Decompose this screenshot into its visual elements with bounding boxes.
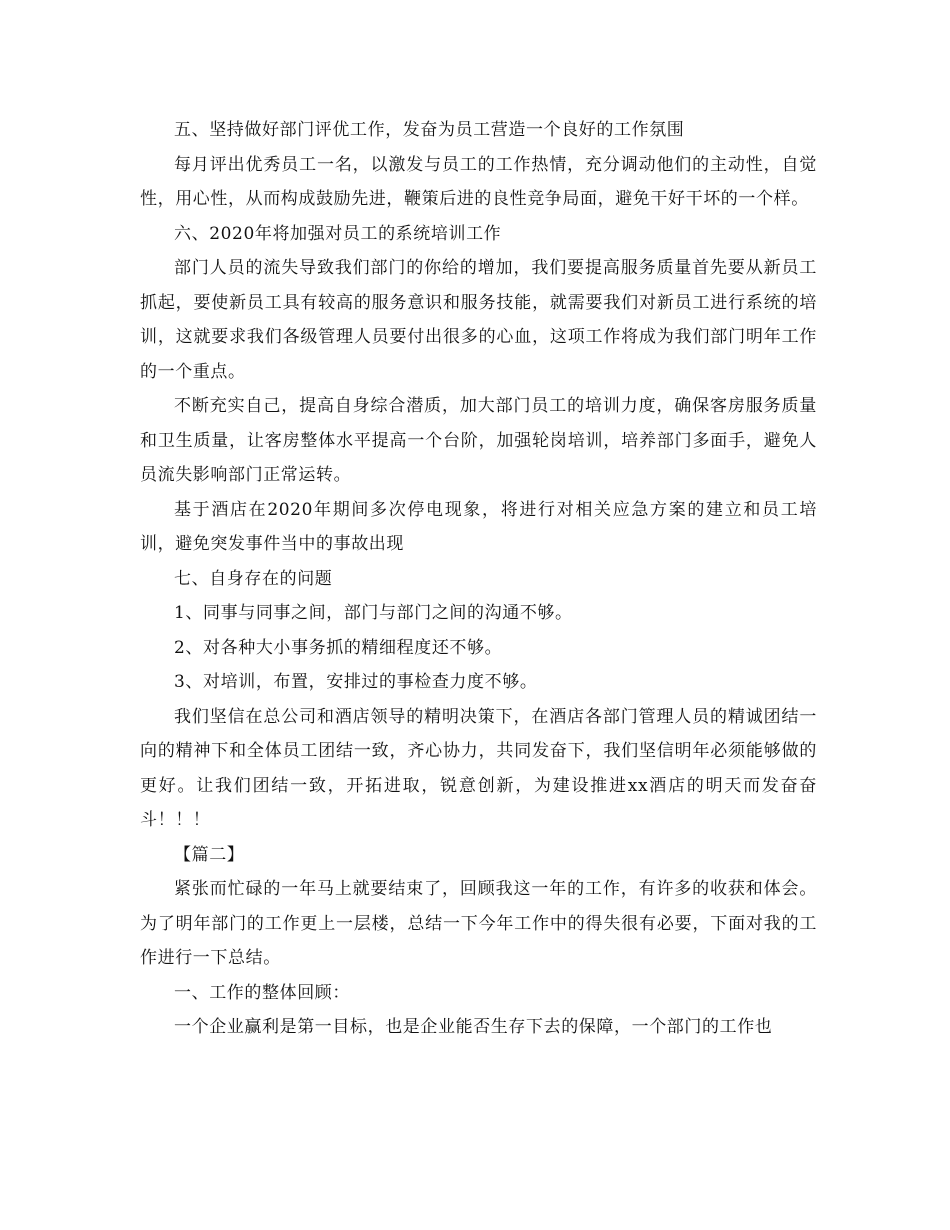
part-heading: 【篇二】 bbox=[174, 844, 245, 865]
body-paragraph: 部门人员的流失导致我们部门的你给的增加，我们要提高服务质量首先要从新员工抓起，要使新员工具有较高的服务意识和服务技能，就需要我们对新员工进行系统的培训，这就要求我们各级管理人员要付出很多的心血，这项工作将成为我们部门明年工作的一个重点。 bbox=[140, 258, 817, 382]
section-heading: 五、坚持做好部门评优工作，发奋为员工营造一个良好的工作氛围 bbox=[174, 120, 685, 140]
body-paragraph: 紧张而忙碌的一年马上就要结束了，回顾我这一年的工作，有许多的收获和体会。为了明年部门的工作更上一层楼，总结一下今年工作中的得失很有必要，下面对我的工作进行一下总结。 bbox=[140, 879, 817, 968]
body-paragraph: 不断充实自己，提高自身综合潜质，加大部门员工的培训力度，确保客房服务质量和卫生质量，让客房整体水平提高一个台阶，加强轮岗培训，培养部门多面手，避免人员流失影响部门正常运转。 bbox=[140, 396, 817, 485]
section-heading: 六、2020年将加强对员工的系统培训工作 bbox=[174, 223, 502, 244]
list-item: 2、对各种大小事务抓的精细程度还不够。 bbox=[174, 637, 503, 658]
body-paragraph: 一个企业赢利是第一目标，也是企业能否生存下去的保障，一个部门的工作也 bbox=[174, 1017, 773, 1037]
section-heading: 一、工作的整体回顾： bbox=[174, 982, 350, 1003]
body-paragraph: 每月评出优秀员工一名，以激发与员工的工作热情，充分调动他们的主动性，自觉性，用心性，从而构成鼓励先进，鞭策后进的良性竞争局面，避免干好干坏的一个样。 bbox=[140, 154, 817, 209]
section-heading: 七、自身存在的问题 bbox=[174, 568, 333, 589]
list-item: 3、对培训，布置，安排过的事检查力度不够。 bbox=[174, 672, 538, 692]
body-paragraph: 我们坚信在总公司和酒店领导的精明决策下，在酒店各部门管理人员的精诚团结一向的精神下和全体员工团结一致，齐心协力，共同发奋下，我们坚信明年必须能够做的更好。让我们团结一致，开拓进取，锐意创新，为建设推进xx酒店的明天而发奋奋斗！！！ bbox=[140, 706, 817, 830]
body-paragraph: 基于酒店在2020年期间多次停电现象，将进行对相关应急方案的建立和员工培训，避免突发事件当中的事故出现 bbox=[140, 499, 817, 554]
list-item: 1、同事与同事之间，部门与部门之间的沟通不够。 bbox=[174, 603, 573, 623]
